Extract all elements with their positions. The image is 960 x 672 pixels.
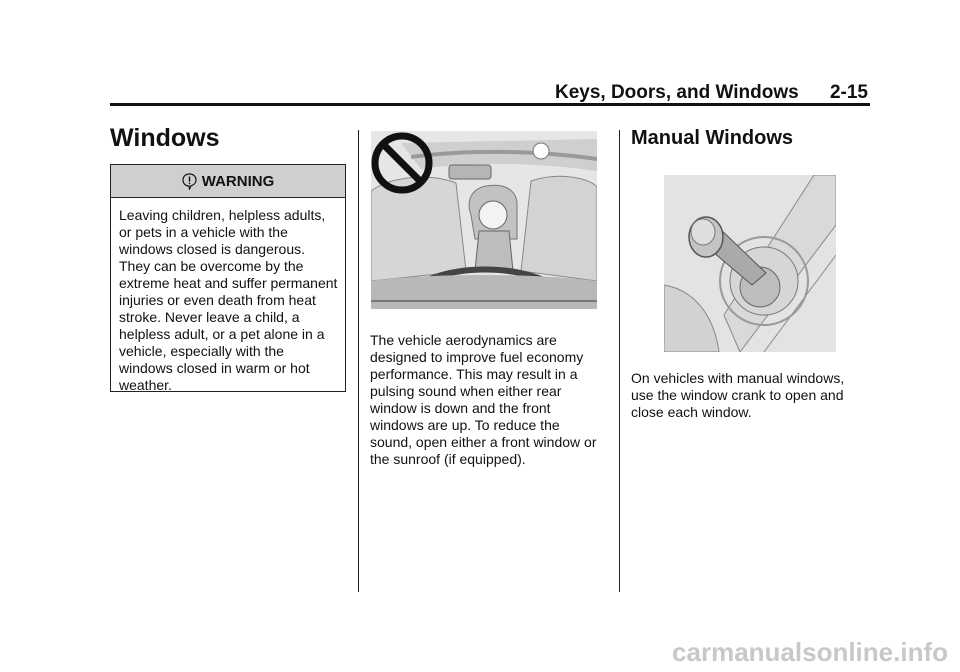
column-divider-right (619, 130, 620, 592)
manual-windows-paragraph: On vehicles with manual windows, use the window crank to open and close each window. (631, 370, 845, 420)
warning-header (111, 165, 345, 198)
warning-box (110, 164, 346, 392)
window-crank-illustration (664, 175, 836, 352)
warning-text: Leaving children, helpless adults, or pets in a vehicle with the windows closed is dangerous. They can be overcome by the extreme heat and suffer permanent injuries or even death from heat stroke. Never leave a child, a helpless adult, or a pet alone in a vehicle, especially with the windows closed in warm or hot weather. (119, 207, 338, 393)
header-rule (110, 103, 870, 106)
aerodynamics-paragraph: The vehicle aerodynamics are designed to improve fuel economy performance. This may result in a pulsing sound when either rear window is down and the front windows are up. To reduce the sound, open either a front window or the sunroof (if equipped). (370, 332, 597, 467)
page-number: 2-15 (829, 82, 868, 103)
section-title: Keys, Doors, and Windows (554, 82, 799, 103)
child-in-car-illustration (371, 131, 597, 309)
warning-icon (182, 173, 197, 190)
page-header (555, 82, 868, 104)
column-divider-left (358, 130, 359, 592)
section-heading-windows: Windows (110, 124, 220, 152)
section-heading-manual-windows: Manual Windows (631, 127, 794, 149)
warning-label: WARNING (201, 172, 275, 190)
watermark: carmanualsonline.info (672, 637, 948, 667)
